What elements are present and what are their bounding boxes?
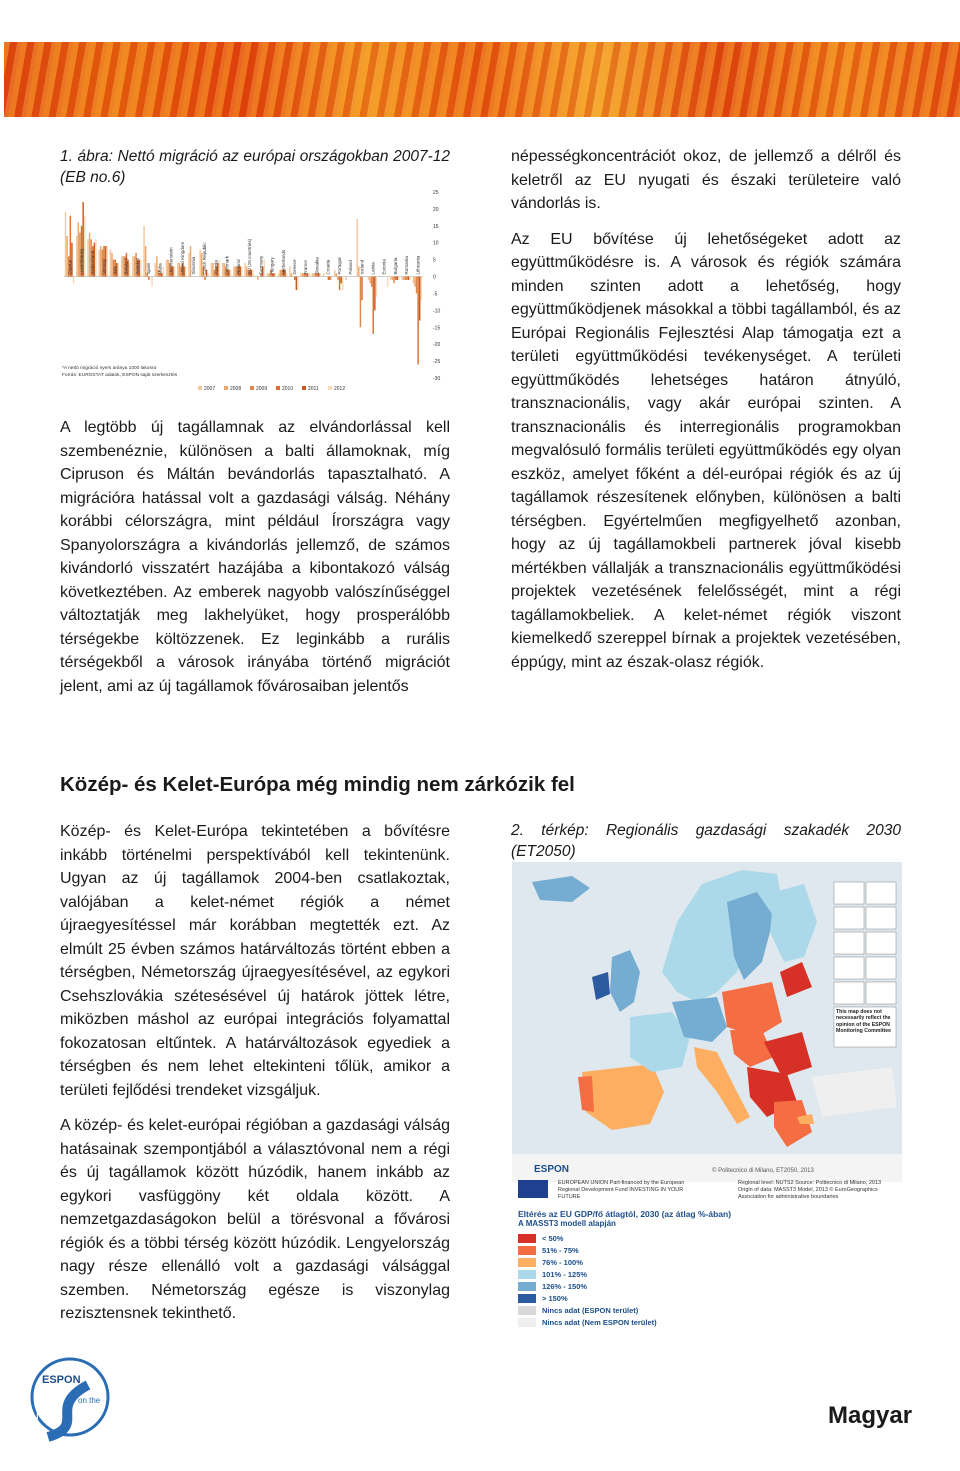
chart-y-tick: -20 bbox=[433, 342, 441, 349]
chart-category-label: Switzerland bbox=[90, 250, 96, 275]
chart-bar-2007 bbox=[110, 249, 111, 276]
legend-subtitle: A MASST3 modell alapján bbox=[518, 1219, 616, 1228]
paragraph: Az EU bővítése új lehetőségeket adott az együttműködésre is. A városok és régiók számára minden szinten adott a lehetőség, hogy együttműködjenek másokkal a többi tagállamból, és az Európai Regionális Fejlesztési Alap támogatja ezt a területi együttműködési tevékenységet. A területi együttműködés lehetséges határon átnyúló, transznacionális, vagy akár európai szinten. A transznacionális és interregionális programokban megvalósuló formális területi együttműködés egy olyan eszköz, amelyet főként a dél-európai régiók és az új tagállamok részesítenek előnyben, különösen a balti térségben. Egyértelműen megfigyelhető azonban, hogy az új tagállamokbeli partnerek jóval kisebb mértékben vállalják a transznacionális együttműködési projektek vezetésének felelősségét, mint a régi tagállamokbeliek. A kelet-német régiók viszont kiemelkedő szereppel bírnak a projektek vezetésében, éppúgy, mint az észak-olasz régiók. bbox=[511, 230, 901, 671]
legend-swatch bbox=[518, 1282, 536, 1291]
legend-item bbox=[518, 1244, 898, 1256]
chart-bar-2012 bbox=[219, 260, 220, 277]
chart-legend-swatch bbox=[328, 386, 332, 390]
chart-bar-2012 bbox=[106, 246, 107, 276]
chart-bar-2007 bbox=[211, 263, 212, 277]
chart-bar-2010 bbox=[417, 277, 418, 365]
chart-bar-2012 bbox=[342, 277, 343, 291]
chart-bar-2011 bbox=[408, 277, 409, 280]
chart-y-tick: 5 bbox=[433, 257, 436, 264]
chart-bar-2012 bbox=[140, 260, 141, 277]
eu-flag-icon bbox=[518, 1180, 548, 1198]
legend-label: 126% - 150% bbox=[542, 1281, 588, 1291]
chart-bar-2007 bbox=[121, 256, 122, 276]
chart-bar-2012 bbox=[241, 266, 242, 276]
chart-category-label: Luxembourg bbox=[78, 248, 84, 275]
chart-bar-2007 bbox=[323, 273, 324, 276]
chart-category-label: Bulgaria bbox=[392, 257, 398, 275]
legend-label: 101% - 125% bbox=[542, 1269, 588, 1279]
chart-y-tick: 25 bbox=[433, 190, 439, 196]
chart-bar-2007 bbox=[188, 253, 189, 277]
chart-y-tick: 20 bbox=[433, 206, 439, 213]
chart-bar-2007 bbox=[155, 263, 156, 277]
chart-bar-2012 bbox=[376, 277, 377, 297]
chart-category-label: France bbox=[303, 260, 309, 275]
left-column-bottom bbox=[60, 820, 450, 1338]
chart-category-label: Liechtenstein bbox=[168, 247, 174, 275]
chart-legend-swatch bbox=[302, 386, 306, 390]
chart-bar-2011 bbox=[329, 277, 330, 280]
chart-category-label: Slovenia bbox=[191, 256, 197, 275]
chart-bar-2010 bbox=[328, 277, 329, 280]
map-legend bbox=[518, 1180, 898, 1340]
chart-bar-2007 bbox=[143, 226, 144, 277]
chart-bar-2007 bbox=[413, 277, 414, 284]
chart-bar-2008 bbox=[403, 277, 404, 280]
chart-legend-label: 2012 bbox=[334, 386, 346, 392]
footer-language: Magyar bbox=[828, 1402, 913, 1429]
chart-legend-label: 2011 bbox=[308, 386, 319, 392]
chart-bar-2012 bbox=[174, 266, 175, 276]
legend-item bbox=[518, 1232, 898, 1244]
logo-road-text: road bbox=[36, 1408, 61, 1422]
chart-category-label: Slovakia bbox=[314, 257, 320, 275]
chart-bar-2011 bbox=[374, 277, 375, 311]
chart-bar-2012 bbox=[421, 277, 422, 301]
chart-bar-2007 bbox=[278, 273, 279, 276]
chart-legend-label: 2010 bbox=[282, 386, 294, 392]
chart-bar-2007 bbox=[312, 273, 313, 276]
chart-category-label: Norway bbox=[101, 258, 107, 275]
chart-category-label: Malta bbox=[157, 263, 163, 275]
chart-note-2: Forrás: EUROSTAT adatok, ESPON saját szerkesztés bbox=[62, 373, 178, 378]
chart-y-tick: 10 bbox=[433, 240, 439, 247]
chart-bar-2007 bbox=[390, 277, 391, 280]
chart-category-label: Iceland bbox=[359, 259, 365, 275]
chart-y-tick: -15 bbox=[433, 325, 441, 332]
chart-bar-2012 bbox=[308, 273, 309, 276]
chart-bar-2012 bbox=[252, 270, 253, 277]
chart-bar-2009 bbox=[337, 277, 338, 280]
map-footer-strip bbox=[512, 1154, 902, 1182]
chart-bar-2007 bbox=[401, 277, 402, 280]
chart-bar-2012 bbox=[409, 277, 410, 280]
logo-on-the-text: on the bbox=[78, 1396, 101, 1405]
chart-category-label: Latvia bbox=[370, 262, 376, 275]
chart-bar-2009 bbox=[416, 277, 417, 294]
chart-bar-2011 bbox=[296, 277, 297, 291]
chart-y-tick: 15 bbox=[433, 223, 439, 230]
espon-map-logo: ESPON bbox=[534, 1164, 570, 1175]
chart-bar-2008 bbox=[257, 277, 258, 280]
chart-y-tick: -10 bbox=[433, 308, 441, 315]
map-disclaimer: This map does not necessarily reflect the opinion of the ESPON Monitoring Committee bbox=[836, 1009, 892, 1035]
legend-item bbox=[518, 1280, 898, 1292]
chart-category-label: Sweden bbox=[134, 257, 140, 275]
header-banner bbox=[4, 42, 960, 117]
migration-bar-chart bbox=[58, 186, 453, 394]
chart-bar-2007 bbox=[177, 263, 178, 277]
chart-legend-label: 2009 bbox=[256, 386, 268, 392]
chart-bar-2007 bbox=[368, 277, 369, 280]
legend-label: Nincs adat (Nem ESPON terület) bbox=[542, 1317, 657, 1327]
chart-category-label: Austria bbox=[213, 260, 219, 275]
legend-label: 51% - 75% bbox=[542, 1245, 579, 1255]
chart-bar-2012 bbox=[129, 263, 130, 277]
paragraph: A legtöbb új tagállamnak az elvándorlással kell szembenéznie, különösen a balti államoknak, míg Cipruson és Máltán bevándorlás tapasztalható. A migrációra hatással volt a gazdasági válság. Néhány korábbi célországra, mint például Írországra vagy Spanyolországra a kivándorlás jellemző, de számos kivándorló visszatért hazájába a kibontakozó válság következtében. Az emberek nagyobb valószínűséggel változtatják meg lakhelyüket, hogy prosperálóbb térségekbe költözzenek. Ez leginkább a rurális térségekből a városok irányába történő migrációt jelent, ami az új tagállamok fővárosaiban jelentős bbox=[60, 419, 450, 695]
chart-category-label: Germany bbox=[258, 255, 264, 275]
chart-legend-swatch bbox=[276, 386, 280, 390]
chart-bar-2012 bbox=[387, 277, 388, 287]
chart-bar-2010 bbox=[373, 277, 374, 334]
chart-bar-2012 bbox=[264, 260, 265, 277]
chart-bar-2010 bbox=[395, 277, 396, 280]
chart-bar-2009 bbox=[405, 277, 406, 280]
chart-bar-2007 bbox=[87, 239, 88, 276]
legend-label: Nincs adat (ESPON terület) bbox=[542, 1305, 639, 1315]
logo-espon-text: ESPON bbox=[42, 1374, 81, 1386]
chart-y-tick: -30 bbox=[433, 376, 441, 382]
chart-category-label: Estonia bbox=[381, 259, 387, 275]
chart-bar-2011 bbox=[340, 277, 341, 284]
chart-bar-2010 bbox=[339, 277, 340, 291]
legend-label: 76% - 100% bbox=[542, 1257, 583, 1267]
chart-category-label: Czech Republic bbox=[202, 242, 208, 275]
legend-swatch bbox=[518, 1258, 536, 1267]
chart-bar-2007 bbox=[345, 277, 346, 280]
legend-item bbox=[518, 1304, 898, 1316]
chart-bar-2007 bbox=[233, 266, 234, 276]
chart-category-label: United Kingdom bbox=[179, 241, 185, 275]
section-heading: Közép- és Kelet-Európa még mindig nem zárkózik fel bbox=[60, 773, 575, 796]
chart-legend-label: 2007 bbox=[204, 386, 216, 392]
chart-bar-2012 bbox=[151, 277, 152, 287]
chart-bar-2007 bbox=[65, 212, 66, 276]
chart-category-label: Lithuania bbox=[415, 255, 421, 275]
legend-item bbox=[518, 1256, 898, 1268]
chart-category-label: Hungary bbox=[269, 257, 275, 275]
chart-category-label: Greece bbox=[291, 259, 297, 275]
chart-bar-2010 bbox=[148, 277, 149, 280]
chart-bar-2012 bbox=[398, 277, 399, 280]
chart-bar-2012 bbox=[275, 273, 276, 276]
chart-bar-2007 bbox=[300, 273, 301, 276]
chart-bar-2007 bbox=[289, 266, 290, 276]
chart-bar-2007 bbox=[267, 273, 268, 276]
eu-funding-text: EUROPEAN UNION Part-financed by the European Regional Development Fund INVESTING IN YOUR FUTURE bbox=[558, 1180, 685, 1200]
chart-category-label: Romania bbox=[404, 256, 410, 275]
chart-bar-2007 bbox=[98, 249, 99, 276]
chart-bar-2009 bbox=[371, 277, 372, 287]
chart-bar-2007 bbox=[334, 270, 335, 277]
chart-bar-2010 bbox=[204, 277, 205, 280]
chart-note-1: *A nettó migráció nyers aránya 1000 lakosra bbox=[62, 366, 157, 371]
legend-item bbox=[518, 1268, 898, 1280]
chart-category-label: Belgium bbox=[123, 257, 129, 275]
chart-category-label: Denmark bbox=[224, 255, 230, 275]
chart-bar-2012 bbox=[73, 277, 74, 284]
chart-category-label: Spain bbox=[146, 262, 152, 275]
chart-bar-2007 bbox=[356, 219, 357, 276]
chart-bar-2007 bbox=[199, 249, 200, 276]
left-column-top bbox=[60, 416, 450, 710]
chart-category-label: Poland bbox=[348, 260, 354, 275]
chart-bar-2012 bbox=[207, 273, 208, 276]
chart-bar-2007 bbox=[76, 236, 77, 277]
chart-category-label: Cyprus bbox=[67, 259, 73, 275]
chart-legend-label: 2008 bbox=[230, 386, 242, 392]
chart-category-label: Portugal bbox=[336, 257, 342, 275]
chart-bar-2012 bbox=[297, 277, 298, 291]
chart-bar-2007 bbox=[222, 263, 223, 277]
chart-category-label: Croatia bbox=[325, 259, 331, 275]
legend-title: Eltérés az EU GDP/fő átlagtól, 2030 (az átlag %-ában) bbox=[518, 1209, 732, 1219]
chart-bar-2012 bbox=[230, 270, 231, 277]
map-caption: 2. térkép: Regionális gazdasági szakadék 2030 (ET2050) bbox=[511, 822, 901, 860]
chart-bar-2010 bbox=[406, 277, 407, 280]
chart-bar-2012 bbox=[185, 266, 186, 276]
legend-swatch bbox=[518, 1294, 536, 1303]
legend-label: < 50% bbox=[542, 1233, 564, 1243]
figure1-caption: 1. ábra: Nettó migráció az európai országokban 2007-12 (EB no.6) bbox=[60, 148, 450, 186]
chart-category-label: Italy bbox=[112, 266, 118, 275]
legend-swatch bbox=[518, 1318, 536, 1327]
chart-bar-2007 bbox=[166, 260, 167, 277]
legend-swatch bbox=[518, 1270, 536, 1279]
chart-bar-2012 bbox=[286, 273, 287, 276]
chart-bar-2009 bbox=[360, 277, 361, 328]
map-source-text: Regional level: NUTS2 Source: Politecnico di Milano, 2013 Origin of data: MASST3 Model, 2013 © EuroGeographics Association for administrative boundaries bbox=[738, 1180, 882, 1200]
legend-item bbox=[518, 1292, 898, 1304]
chart-bar-2012 bbox=[84, 216, 85, 277]
chart-bar-2007 bbox=[244, 263, 245, 277]
chart-y-tick: -25 bbox=[433, 359, 441, 366]
chart-bar-2008 bbox=[392, 277, 393, 280]
chart-bar-2008 bbox=[369, 277, 370, 284]
chart-bar-2012 bbox=[163, 266, 164, 276]
chart-bar-2009 bbox=[393, 277, 394, 284]
chart-bar-2012 bbox=[331, 277, 332, 280]
paragraph: Közép- és Kelet-Európa tekintetében a bővítésre inkább történelmi perspektívából kell tekintenünk. Ugyan az új tagállamok 2004-ben csatlakoztak, valójában a kelet-német régiók a német újraegyesítéssel már korábban megtették ezt. Az elmúlt 25 évben számos határváltozás történt ebben a térségben, Németország újraegyesítésével, az egykori Csehszlovákia szétesésével új határok jöttek létre, miközben máshol az európai integrációs folyamattal fokozatosan eltűntek. A határváltozások egyediek a térségben és nem lehet eltekinteni tőlük, amikor a területi fejlődési trendeket vizsgáljuk. bbox=[60, 823, 450, 1099]
chart-y-tick: -5 bbox=[433, 291, 438, 298]
chart-category-label: EU (28 countries) bbox=[247, 238, 253, 275]
legend-item bbox=[518, 1316, 898, 1328]
right-column-top bbox=[511, 145, 901, 686]
chart-bar-2007 bbox=[132, 256, 133, 276]
espon-on-the-road-logo bbox=[18, 1355, 118, 1445]
chart-y-tick: 0 bbox=[433, 274, 436, 281]
chart-bar-2011 bbox=[419, 277, 420, 321]
legend-swatch bbox=[518, 1246, 536, 1255]
chart-legend-swatch bbox=[250, 386, 254, 390]
chart-legend-swatch bbox=[198, 386, 202, 390]
chart-bar-2010 bbox=[361, 277, 362, 301]
chart-bar-2012 bbox=[95, 239, 96, 276]
regional-gdp-map bbox=[512, 862, 902, 1182]
legend-swatch bbox=[518, 1306, 536, 1315]
paragraph: népességkoncentrációt okoz, de jellemző a délről és keletről az EU nyugati és északi területeire való vándorlás is. bbox=[511, 148, 901, 212]
paragraph: A közép- és kelet-európai régióban a gazdasági válság hatásainak szempontjából a választóvonal nem a régi és új tagállamok között húzódik, hanem inkább az egykori vasfüggöny két oldala között. A nemzetgazdaságokon belül a törésvonal a fővárosi régiók és a többi térség között húzódik. Lengyelország nagy része ellenálló volt a gazdasági válsággal szemben. Németország egésze is viszonylag rezisztensnek tekinthető. bbox=[60, 1117, 450, 1322]
legend-items bbox=[518, 1232, 898, 1328]
legend-swatch bbox=[518, 1234, 536, 1243]
chart-bar-2012 bbox=[118, 263, 119, 277]
chart-category-label: Netherlands bbox=[280, 249, 286, 275]
legend-label: > 150% bbox=[542, 1293, 568, 1303]
chart-bar-2010 bbox=[294, 277, 295, 280]
chart-bar-2011 bbox=[397, 277, 398, 280]
chart-category-label: Finland bbox=[235, 259, 241, 275]
map-copyright: © Politecnico di Milano, ET2050, 2013 bbox=[712, 1168, 814, 1174]
chart-bar-2008 bbox=[414, 277, 415, 287]
chart-legend-swatch bbox=[224, 386, 228, 390]
chart-bar-2012 bbox=[320, 273, 321, 276]
